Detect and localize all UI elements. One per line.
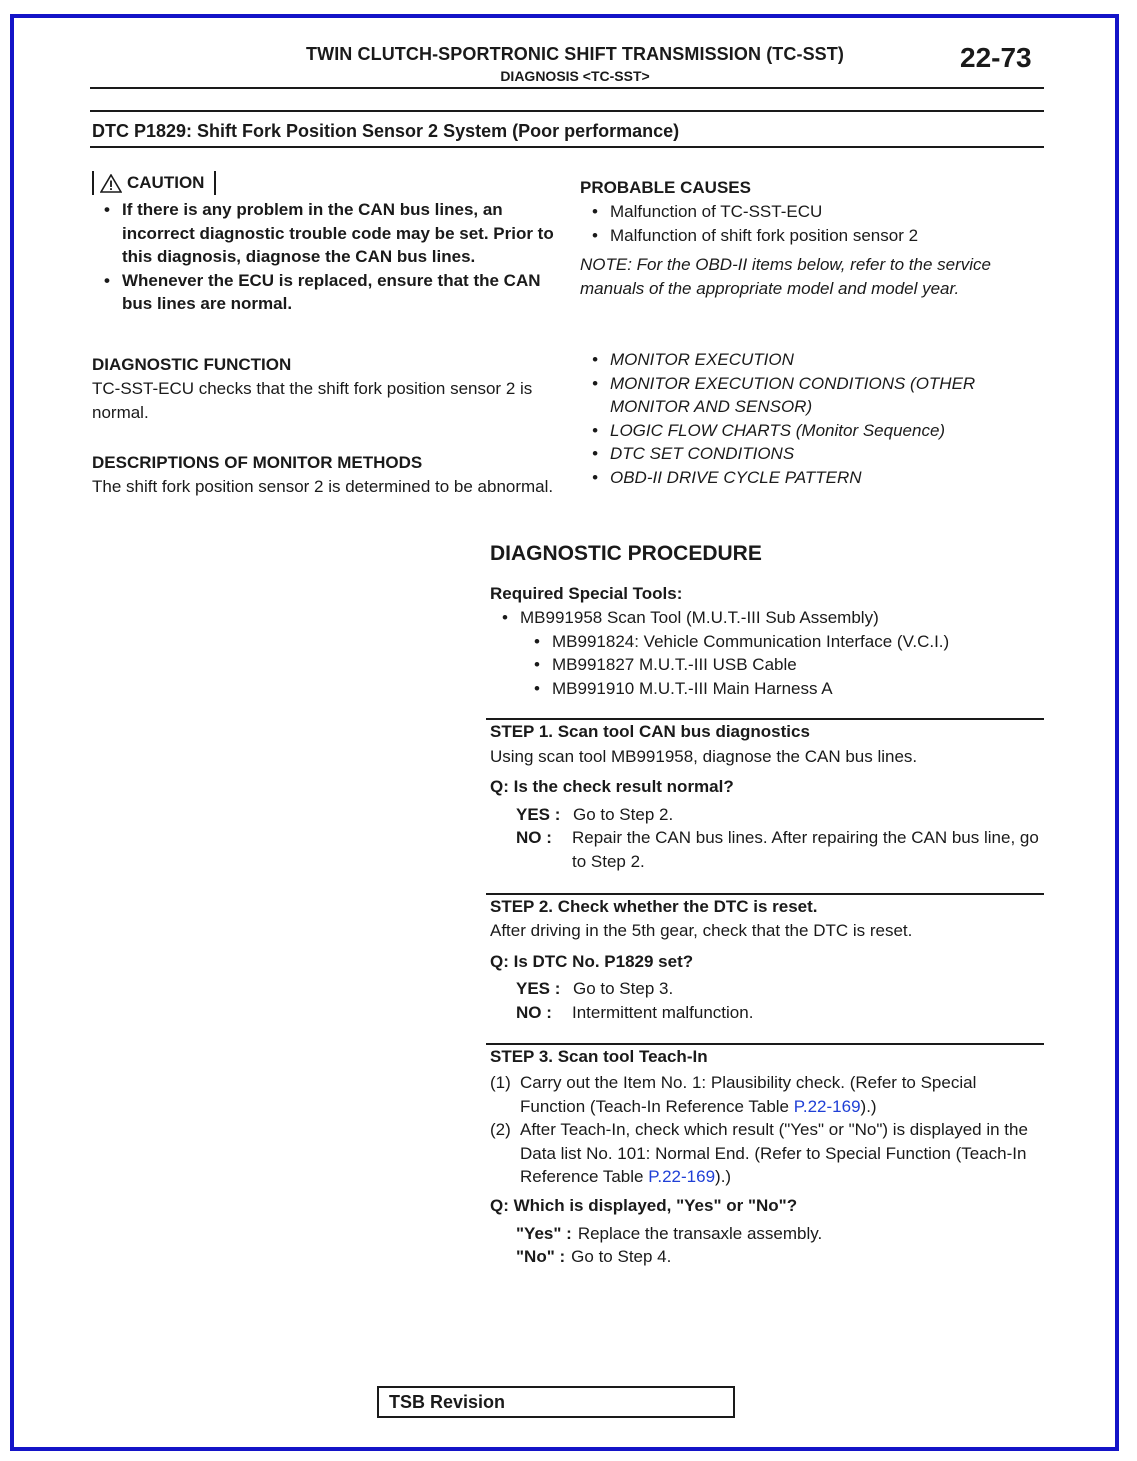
yes-key: YES : [516,805,561,824]
step1-rule [486,718,1044,720]
step2-text: After driving in the 5th gear, check that the DTC is reset. [490,921,913,940]
tsb-revision-box: TSB Revision [377,1386,735,1418]
yes-key: YES : [516,979,561,998]
step1-yes [516,803,1042,827]
item-number: (2) [490,1120,511,1139]
obd-note: NOTE: For the OBD-II items below, refer to the service manuals of the appropriate model and model year. [580,255,991,298]
item-number: (1) [490,1073,511,1092]
item-text-end: ).) [860,1096,877,1116]
obd-item: • MONITOR EXECUTION CONDITIONS (OTHER MONITOR AND SENSOR) [580,372,1042,419]
obd-item: • MONITOR EXECUTION [580,348,1042,372]
title-rule-top [90,110,1044,112]
step3-rule [486,1043,1044,1045]
monitor-methods-heading: DESCRIPTIONS OF MONITOR METHODS [92,453,423,472]
obd-item: • LOGIC FLOW CHARTS (Monitor Sequence) [580,419,1042,443]
header-rule [90,87,1044,89]
item-text: Carry out the Item No. 1: Plausibility check. (Refer to Special Function (Teach-In Reference Table [520,1073,977,1116]
yes-text: Go to Step 3. [573,979,674,998]
cause-item: • Malfunction of shift fork position sensor 2 [580,224,1040,248]
caution-text: CAUTION [127,173,205,192]
no-text: Intermittent malfunction. [572,1003,754,1022]
step3-item-2 [490,1118,1038,1189]
step3-yes [516,1222,1042,1246]
diagnostic-function-text: TC-SST-ECU checks that the shift fork position sensor 2 is normal. [92,379,533,422]
page-number: 22-73 [960,42,1032,73]
tool-sub-item: • MB991827 M.U.T.-III USB Cable [522,653,1040,677]
yes-text: Replace the transaxle assembly. [577,1224,823,1243]
tool-sub-item: • MB991910 M.U.T.-III Main Harness A [522,677,1040,701]
caution-item: • If there is any problem in the CAN bus lines, an incorrect diagnostic trouble code may be set. Prior to this diagnosis, diagnose the CAN bus lines. [92,198,554,269]
reference-link[interactable]: P.22-169 [648,1167,716,1186]
obd-items-list [580,348,1042,489]
caution-item: • Whenever the ECU is replaced, ensure that the CAN bus lines are normal. [92,269,554,316]
obd-item: • OBD-II DRIVE CYCLE PATTERN [580,466,1042,490]
no-text: Repair the CAN bus lines. After repairing the CAN bus line, go to Step 2. [572,828,1039,871]
step2-yes [516,977,1042,1001]
probable-causes-list [580,200,1040,247]
tool-sub-item: • MB991824: Vehicle Communication Interface (V.C.I.) [522,630,1040,654]
item-text: After Teach-In, check which result ("Yes" or "No") is displayed in the Data list No. 101: Normal End. (Refer to Special Function (Teach-In Reference Table [520,1120,1028,1186]
caution-list [92,198,554,316]
step3-no [516,1245,1042,1269]
diagnostic-function-heading: DIAGNOSTIC FUNCTION [92,355,292,374]
no-key: NO : [516,828,552,847]
yes-text: Go to Step 2. [573,805,674,824]
tool-item: • MB991958 Scan Tool (M.U.T.-III Sub Assembly) [490,606,1040,630]
no-key: "No" : [516,1247,566,1266]
no-text: Go to Step 4. [571,1247,672,1266]
warning-triangle-icon [100,174,122,193]
step3-title: STEP 3. Scan tool Teach-In [490,1047,708,1066]
step2-title: STEP 2. Check whether the DTC is reset. [490,897,818,916]
caution-label [92,171,216,195]
step1-title: STEP 1. Scan tool CAN bus diagnostics [490,722,810,741]
tools-heading: Required Special Tools: [490,584,683,603]
procedure-heading: DIAGNOSTIC PROCEDURE [490,542,762,565]
monitor-methods-text: The shift fork position sensor 2 is determined to be abnormal. [92,477,554,496]
step1-text: Using scan tool MB991958, diagnose the CAN bus lines. [490,747,918,766]
step3-question: Q: Which is displayed, "Yes" or "No"? [490,1196,798,1215]
header-subtitle: DIAGNOSIS <TC-SST> [500,68,650,84]
obd-item: • DTC SET CONDITIONS [580,442,1042,466]
item-text-end: ).) [715,1167,732,1186]
reference-link[interactable]: P.22-169 [793,1096,861,1116]
step2-rule [486,893,1044,895]
step2-question: Q: Is DTC No. P1829 set? [490,952,694,971]
no-key: NO : [516,1003,552,1022]
dtc-title: DTC P1829: Shift Fork Position Sensor 2 System (Poor performance) [92,121,680,141]
header-title: TWIN CLUTCH-SPORTRONIC SHIFT TRANSMISSION (TC-SST) [306,44,844,64]
probable-causes-heading: PROBABLE CAUSES [580,178,751,197]
title-rule-bottom [90,146,1044,148]
step1-no [516,826,1042,873]
cause-item: • Malfunction of TC-SST-ECU [580,200,1040,224]
step2-no [516,1001,1042,1025]
yes-key: "Yes" : [516,1224,572,1243]
step3-item-1 [490,1071,1038,1118]
tools-list [490,606,1040,700]
step1-question: Q: Is the check result normal? [490,777,734,796]
